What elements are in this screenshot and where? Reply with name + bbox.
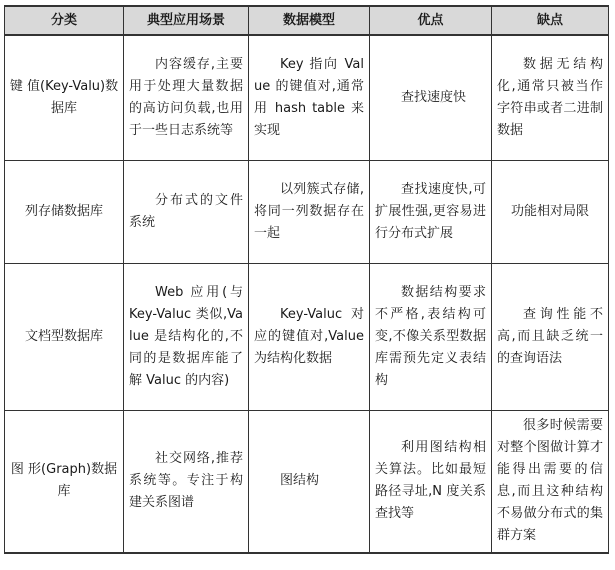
header-pros: 优点	[370, 6, 492, 35]
cell-category: 键 值(Key-Valu)数据库	[5, 35, 124, 160]
header-cons: 缺点	[492, 6, 609, 35]
table-row	[5, 160, 609, 263]
header-row	[5, 6, 609, 35]
header-model: 数据模型	[249, 6, 370, 35]
table-body	[5, 35, 609, 553]
cell-pros: 数据结构要求不严格,表结构可变,不像关系型数据库需预先定义表结构	[370, 263, 492, 410]
cell-cons: 查询性能不高,而且缺乏统一的查询语法	[492, 263, 609, 410]
table-row	[5, 410, 609, 553]
cell-model: Key 指向 Value 的键值对,通常用 hash table 来实现	[249, 35, 370, 160]
cell-category: 文档型数据库	[5, 263, 124, 410]
cell-scenario: 分布式的文件系统	[124, 160, 249, 263]
header-category: 分类	[5, 6, 124, 35]
table-header	[5, 6, 609, 35]
cell-cons: 功能相对局限	[492, 160, 609, 263]
cell-pros: 查找速度快	[370, 35, 492, 160]
cell-model: 以列簇式存储,将同一列数据存在一起	[249, 160, 370, 263]
cell-pros: 查找速度快,可扩展性强,更容易进行分布式扩展	[370, 160, 492, 263]
header-scenario: 典型应用场景	[124, 6, 249, 35]
cell-cons: 很多时候需要对整个图做计算才能得出需要的信息,而且这种结构不易做分布式的集群方案	[492, 410, 609, 553]
table-row	[5, 35, 609, 160]
cell-scenario: 内容缓存,主要用于处理大量数据的高访问负载,也用于一些日志系统等	[124, 35, 249, 160]
table-row	[5, 263, 609, 410]
cell-pros: 利用图结构相关算法。比如最短路径寻址,N 度关系查找等	[370, 410, 492, 553]
nosql-comparison-table	[4, 5, 609, 554]
cell-category: 图 形(Graph)数据库	[5, 410, 124, 553]
nosql-comparison-table-container	[4, 5, 608, 554]
cell-cons: 数据无结构化,通常只被当作字符串或者二进制数据	[492, 35, 609, 160]
cell-model: Key-Valuc 对应的键值对,Value 为结构化数据	[249, 263, 370, 410]
cell-scenario: Web 应用(与 Key-Valuc 类似,Value 是结构化的,不同的是数据库能了解 Valuc 的内容)	[124, 263, 249, 410]
cell-category: 列存储数据库	[5, 160, 124, 263]
cell-scenario: 社交网络,推荐系统等。专注于构建关系图谱	[124, 410, 249, 553]
cell-model: 图结构	[249, 410, 370, 553]
